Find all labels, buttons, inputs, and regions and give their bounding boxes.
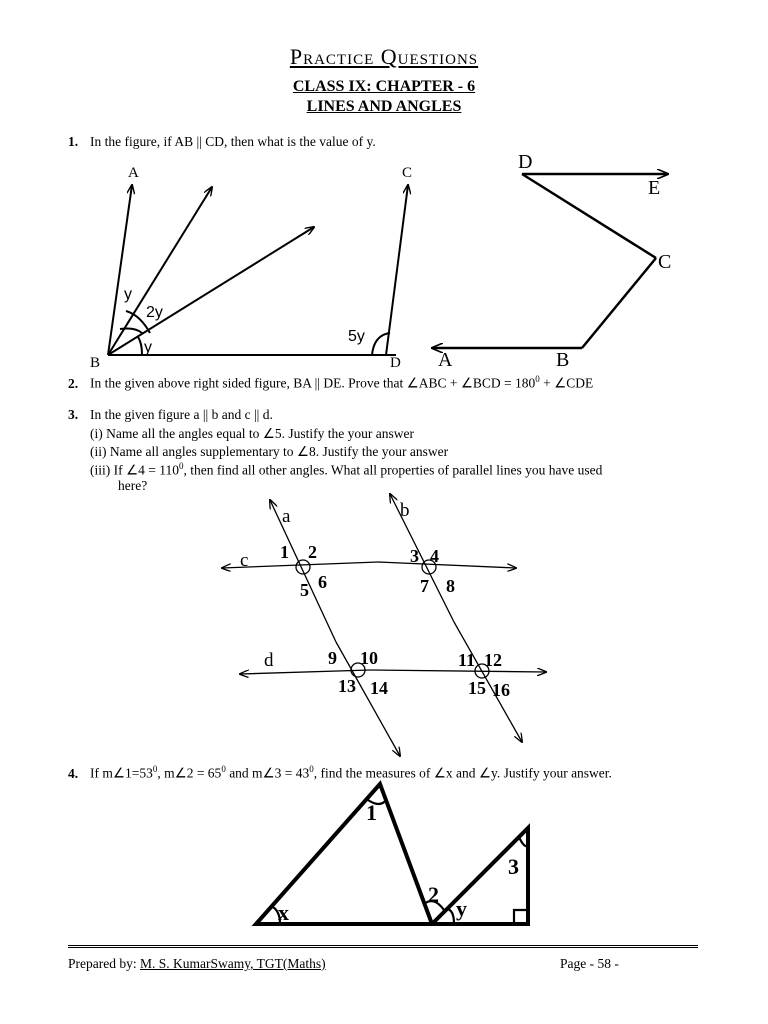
question-text-end: + ∠CDE [539, 375, 594, 391]
question-3-part-iii [90, 461, 602, 479]
question-3-part-iii-end: here? [118, 478, 148, 493]
label-a: A [128, 165, 139, 181]
label-a: a [282, 506, 291, 527]
topic-heading: LINES AND ANGLES [306, 98, 462, 115]
superscript: 0 [309, 764, 314, 774]
angle-arc [138, 337, 142, 355]
segment-cb [582, 258, 656, 348]
author-name: M. S. KumarSwamy, TGT(Maths) [139, 956, 326, 971]
angle-label-4: 4 [430, 546, 439, 566]
label-d: D [518, 151, 533, 173]
q3-transversal-figure [220, 492, 560, 760]
angle-label-5: 5 [300, 580, 309, 600]
angle-label-15: 15 [468, 678, 486, 698]
q1-angle-figure [80, 155, 430, 375]
question-text: In the figure, if AB || CD, then what is the value of y. [90, 134, 376, 149]
angle-label-9: 9 [328, 648, 337, 668]
label-2y: 2y [146, 304, 163, 321]
footer-rule [68, 945, 698, 948]
segment-dc [522, 174, 656, 258]
superscript: 0 [152, 764, 158, 774]
q4-triangle-figure [240, 778, 550, 933]
question-text: , m∠2 = 65 [157, 765, 222, 781]
question-number: 1. [68, 134, 79, 149]
angle-label-1: 1 [366, 800, 377, 825]
label-e: E [648, 177, 661, 199]
question-text: and m∠3 = 43 [225, 765, 310, 781]
angle-label-6: 6 [318, 572, 327, 592]
ray-middle [108, 187, 212, 355]
page-title: Practice Questions [289, 44, 479, 69]
label-a: A [438, 349, 453, 371]
label-c: C [402, 165, 413, 181]
angle-label-x: x [278, 900, 289, 925]
angle-label-16: 16 [492, 680, 510, 700]
page-number: Page - 58 - [560, 956, 619, 971]
angle-label-y: y [456, 896, 467, 921]
question-number: 2. [68, 375, 79, 391]
part-iii-text: (iii) If ∠4 = 110 [90, 462, 179, 478]
question-3-part-ii: (ii) Name all angles supplementary to ∠8. Justify the your answer [90, 444, 449, 459]
class-chapter-heading: CLASS IX: CHAPTER - 6 [292, 78, 476, 95]
label-c: c [240, 550, 249, 571]
angle-label-3: 3 [410, 546, 419, 566]
angle-label-10: 10 [360, 648, 378, 668]
angle-label-7: 7 [420, 576, 429, 596]
label-d: d [264, 650, 274, 671]
superscript: 0 [535, 374, 540, 384]
ray-dc [386, 185, 408, 355]
angle-label-14: 14 [370, 678, 388, 698]
line-b [454, 622, 522, 742]
question-text: , find the measures of ∠x and ∠y. Justify your answer. [313, 765, 612, 781]
question-3 [68, 407, 273, 423]
angle-arc-y [447, 909, 454, 924]
prepared-by-label: Prepared by: [68, 956, 137, 971]
label-b: B [556, 349, 570, 371]
footer-credit [68, 956, 326, 972]
superscript: 0 [221, 764, 226, 774]
question-3-part-i: (i) Name all the angles equal to ∠5. Justify the your answer [90, 426, 415, 441]
label-b: b [400, 500, 410, 521]
angle-label-1: 1 [280, 542, 289, 562]
question-text: In the given above right sided figure, BA || DE. Prove that ∠ABC + ∠BCD = 180 [90, 375, 536, 391]
label-y-top: y [124, 286, 132, 303]
label-5y: 5y [348, 328, 365, 345]
question-text: If m∠1=53 [90, 765, 153, 781]
angle-label-3: 3 [508, 854, 519, 879]
question-number: 3. [68, 407, 79, 422]
label-y-bottom: y [144, 339, 152, 356]
ray-upper-right [108, 227, 314, 355]
angle-label-12: 12 [484, 650, 502, 670]
question-2 [68, 374, 593, 392]
line-c [378, 562, 516, 568]
question-number: 4. [68, 765, 79, 781]
angle-label-2: 2 [308, 542, 317, 562]
right-angle-mark [514, 910, 528, 924]
label-d: D [390, 355, 401, 371]
angle-label-11: 11 [458, 650, 476, 670]
superscript: 0 [178, 461, 184, 471]
q2-parallel-figure [420, 148, 690, 373]
label-c: C [658, 251, 672, 273]
question-1 [68, 134, 376, 150]
angle-label-13: 13 [338, 676, 356, 696]
question-text: In the given figure a || b and c || d. [90, 407, 273, 422]
angle-label-8: 8 [446, 576, 455, 596]
angle-label-2: 2 [428, 882, 439, 907]
label-b: B [90, 355, 101, 371]
part-iii-text-cont: , then find all other angles. What all properties of parallel lines you have used [183, 462, 603, 478]
line-d [370, 670, 546, 672]
line-a [270, 500, 336, 642]
